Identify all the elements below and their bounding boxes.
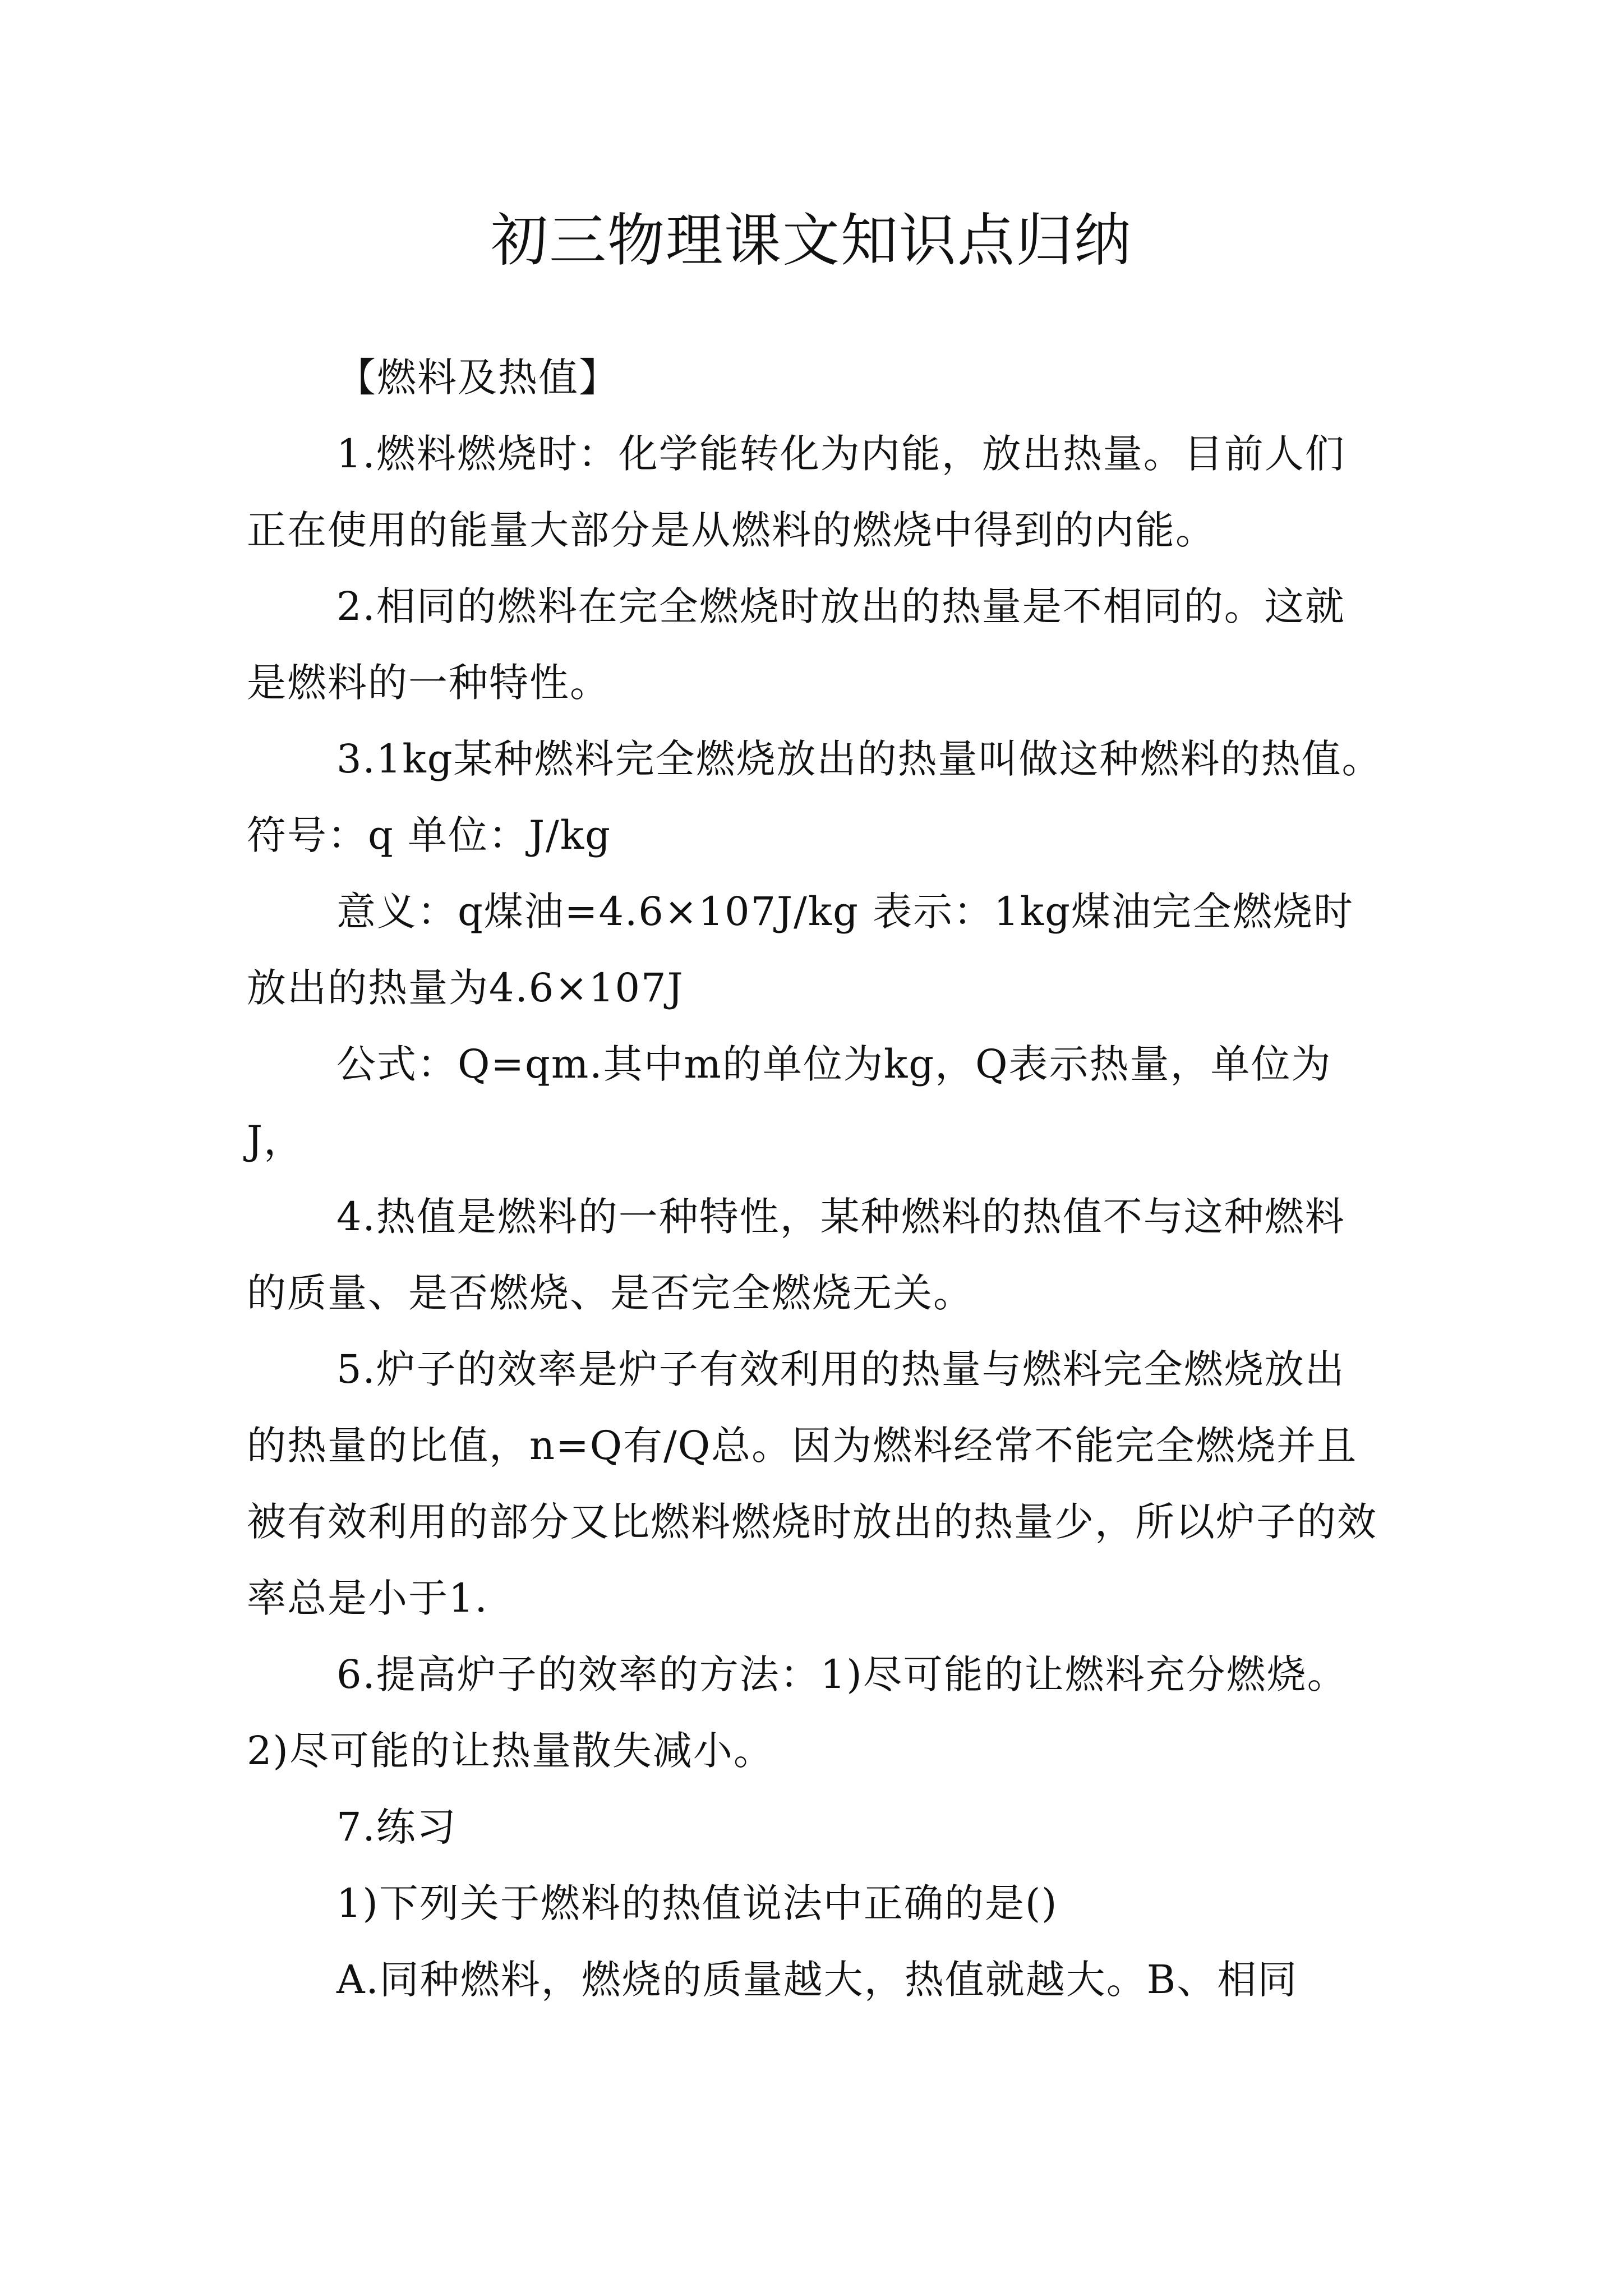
exercise-question: 1)下列关于燃料的热值说法中正确的是() [336,1880,1058,1926]
paragraph-1: 1.燃料燃烧时：化学能转化为内能，放出热量。目前人们正在使用的能量大部分是从燃料的燃烧中得到的内能。 [247,431,1345,553]
paragraph-6: 6.提高炉子的效率的方法：1)尽可能的让燃料充分燃烧。2)尽可能的让热量散失减小。 [247,1651,1348,1774]
paragraph-formula: 公式：Q=qm.其中m的单位为kg，Q表示热量，单位为J， [247,1041,1332,1163]
paragraph-3: 3.1kg某种燃料完全燃烧放出的热量叫做这种燃料的热值。符号：q 单位：J/kg [247,736,1382,858]
paragraph-4: 4.热值是燃料的一种特性，某种燃料的热值不与这种燃料的质量、是否燃烧、是否完全燃烧无关。 [247,1194,1345,1316]
paragraph-2: 2.相同的燃料在完全燃烧时放出的热量是不相同的。这就是燃料的一种特性。 [247,583,1345,706]
document-title: 初三物理课文知识点归纳 [491,208,1132,274]
exercise-options: A.同种燃料，燃烧的质量越大，热值就越大。B、相同 [336,1957,1298,2003]
paragraph-7: 7.练习 [336,1804,457,1850]
paragraph-meaning: 意义：q煤油=4.6×107J/kg 表示：1kg煤油完全燃烧时放出的热量为4.6×107J [247,889,1354,1011]
document-body [247,339,1385,2018]
section-heading: 【燃料及热值】 [336,355,619,401]
paragraph-5: 5.炉子的效率是炉子有效利用的热量与燃料完全燃烧放出的热量的比值，n=Q有/Q总。因为燃料经常不能完全燃烧并且被有效利用的部分又比燃料燃烧时放出的热量少，所以炉子的效率总是小于1. [247,1346,1377,1621]
